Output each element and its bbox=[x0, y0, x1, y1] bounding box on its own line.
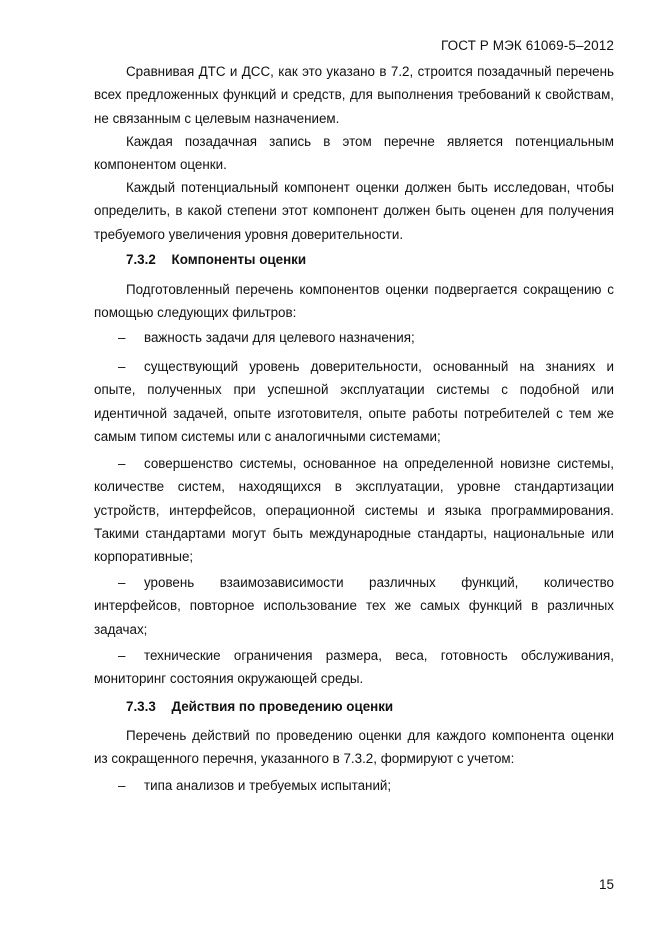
paragraph-component-study: Каждый потенциальный компонент оценки должен быть исследован, чтобы определить, в какой степени этот компонент должен быть оценен для получения требуемого увеличения уровня доверительности. bbox=[94, 180, 614, 242]
page-number: 15 bbox=[598, 877, 614, 892]
list-item bbox=[94, 571, 614, 641]
list-dash: – bbox=[118, 330, 126, 345]
list-item-text: совершенство системы, основанное на определенной новизне системы, количестве систем, находящихся в эксплуатации, уровне стандартизации устройств, интерфейсов, операционной системы и языка программирования. Такими стандартами могут быть международные стандарты, национальные или корпоративные; bbox=[94, 456, 614, 565]
list-item-text: технические ограничения размера, веса, готовность обслуживания, мониторинг состояния окружающей среды. bbox=[94, 648, 614, 687]
paragraph-comparison: Сравнивая ДТС и ДСС, как это указано в 7.2, строится позадачный перечень всех предложенных функций и средств, для выполнения требований к свойствам, не связанным с целевым назначением. bbox=[94, 64, 614, 126]
list-dash: – bbox=[118, 359, 126, 374]
list-dash: – bbox=[118, 648, 126, 663]
list-item-text: уровень взаимозависимости различных функций, количество интерфейсов, повторное использование тех же самых функций в различных задачах; bbox=[94, 575, 614, 637]
section-title: Действия по проведению оценки bbox=[171, 699, 394, 714]
section-number: 7.3.3 bbox=[126, 699, 156, 714]
list-item-text: типа анализов и требуемых испытаний; bbox=[144, 778, 392, 793]
list-dash: – bbox=[118, 456, 126, 471]
list-dash: – bbox=[118, 575, 126, 590]
list-item bbox=[94, 355, 614, 448]
list-item bbox=[94, 452, 614, 568]
paragraph-filter-intro: Подготовленный перечень компонентов оценки подвергается сокращению с помощью следующих фильтров: bbox=[94, 282, 614, 321]
section-number: 7.3.2 bbox=[126, 252, 156, 267]
list-item-text: существующий уровень доверительности, основанный на знаниях и опыте, полученных при успешной эксплуатации системы с подобной или идентичной задачей, опыте изготовителя, опыте работы потребителей с тем же самым типом системы или с аналогичными системами; bbox=[94, 359, 614, 444]
section-title: Компоненты оценки bbox=[171, 252, 307, 267]
list-item bbox=[94, 774, 614, 797]
paragraph-actions-intro: Перечень действий по проведению оценки для каждого компонента оценки из сокращенного перечня, указанного в 7.3.2, формируют с учетом: bbox=[94, 728, 614, 767]
section-heading-7-3-3 bbox=[126, 697, 393, 717]
document-header: ГОСТ Р МЭК 61069-5–2012 bbox=[440, 38, 614, 53]
list-item bbox=[94, 326, 614, 349]
list-item-text: важность задачи для целевого назначения; bbox=[144, 330, 415, 345]
paragraph-task-entry: Каждая позадачная запись в этом перечне является потенциальным компонентом оценки. bbox=[94, 134, 614, 173]
section-heading-7-3-2 bbox=[126, 250, 306, 270]
list-dash: – bbox=[118, 778, 126, 793]
list-item bbox=[94, 644, 614, 691]
